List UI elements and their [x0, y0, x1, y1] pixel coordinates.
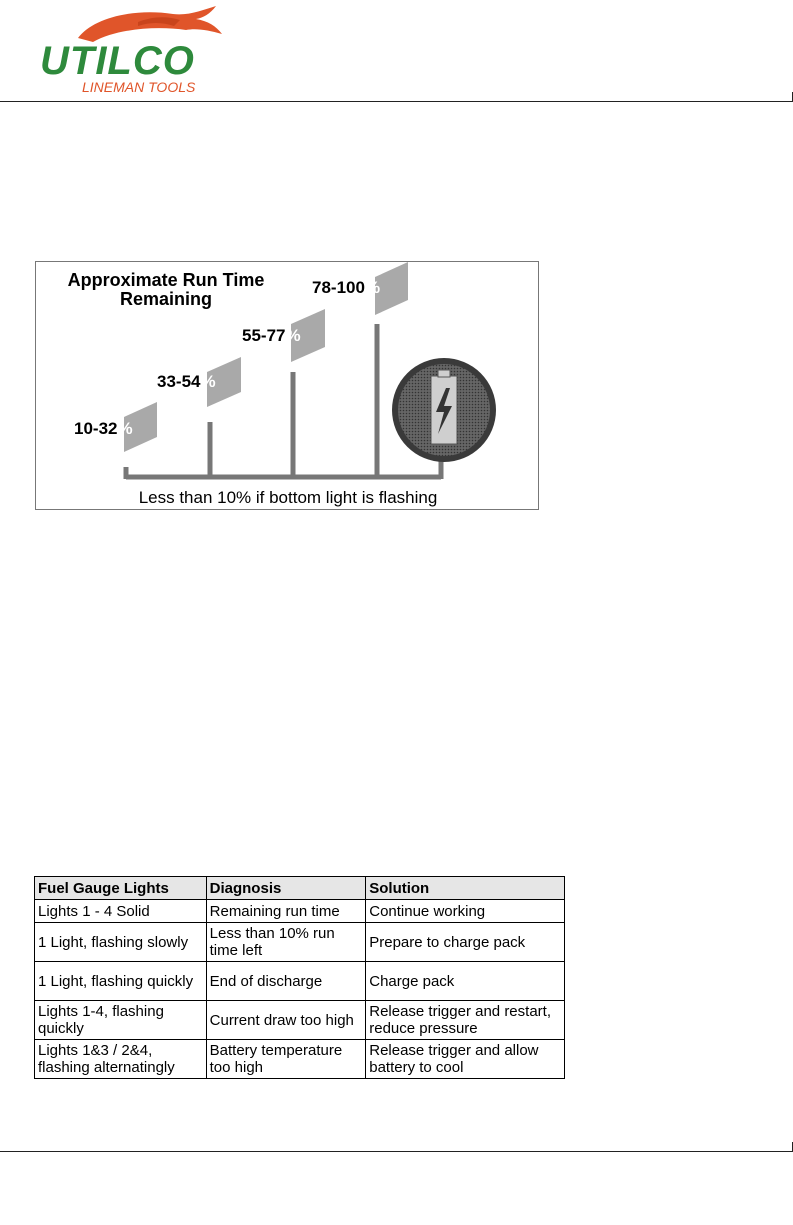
battery-lightning-icon	[392, 358, 496, 462]
footer-rule	[0, 1151, 792, 1152]
table-row	[35, 900, 565, 923]
fuel-gauge-table	[34, 876, 565, 1079]
logo-tagline: LINEMAN TOOLS	[82, 79, 196, 95]
table-cell: 1 Light, flashing slowly	[35, 923, 207, 962]
table-header: Fuel Gauge Lights	[35, 877, 207, 900]
table-cell: Less than 10% run time left	[206, 923, 366, 962]
table-cell: Charge pack	[366, 962, 565, 1001]
bull-swoosh	[78, 6, 222, 42]
figure-title: Approximate Run Time Remaining	[67, 270, 265, 309]
utilco-logo	[38, 4, 233, 96]
level-label-1: 10-32%	[74, 419, 133, 438]
table-cell: Remaining run time	[206, 900, 366, 923]
table-cell: Lights 1 - 4 Solid	[35, 900, 207, 923]
level-label-3: 55-77%	[242, 326, 301, 345]
table-cell: Battery temperature too high	[206, 1040, 366, 1079]
table-header-row	[35, 877, 565, 900]
table-cell: End of discharge	[206, 962, 366, 1001]
table-cell: Lights 1-4, flashing quickly	[35, 1001, 207, 1040]
table-cell: Release trigger and restart, reduce pressure	[366, 1001, 565, 1040]
table-row	[35, 1001, 565, 1040]
table-cell: 1 Light, flashing quickly	[35, 962, 207, 1001]
table-cell: Lights 1&3 / 2&4, flashing alternatingly	[35, 1040, 207, 1079]
table-row	[35, 923, 565, 962]
table-header: Diagnosis	[206, 877, 366, 900]
table-cell: Continue working	[366, 900, 565, 923]
run-time-figure	[35, 261, 539, 510]
level-label-4: 78-100%	[312, 278, 381, 297]
header-rule	[0, 101, 792, 102]
table-header: Solution	[366, 877, 565, 900]
table-row	[35, 1040, 565, 1079]
level-label-2: 33-54%	[157, 372, 216, 391]
table-row	[35, 962, 565, 1001]
figure-caption: Less than 10% if bottom light is flashing	[138, 488, 438, 507]
logo-brand: UTILCO	[40, 39, 195, 83]
table-cell: Prepare to charge pack	[366, 923, 565, 962]
table-cell: Release trigger and allow battery to cool	[366, 1040, 565, 1079]
table-cell: Current draw too high	[206, 1001, 366, 1040]
